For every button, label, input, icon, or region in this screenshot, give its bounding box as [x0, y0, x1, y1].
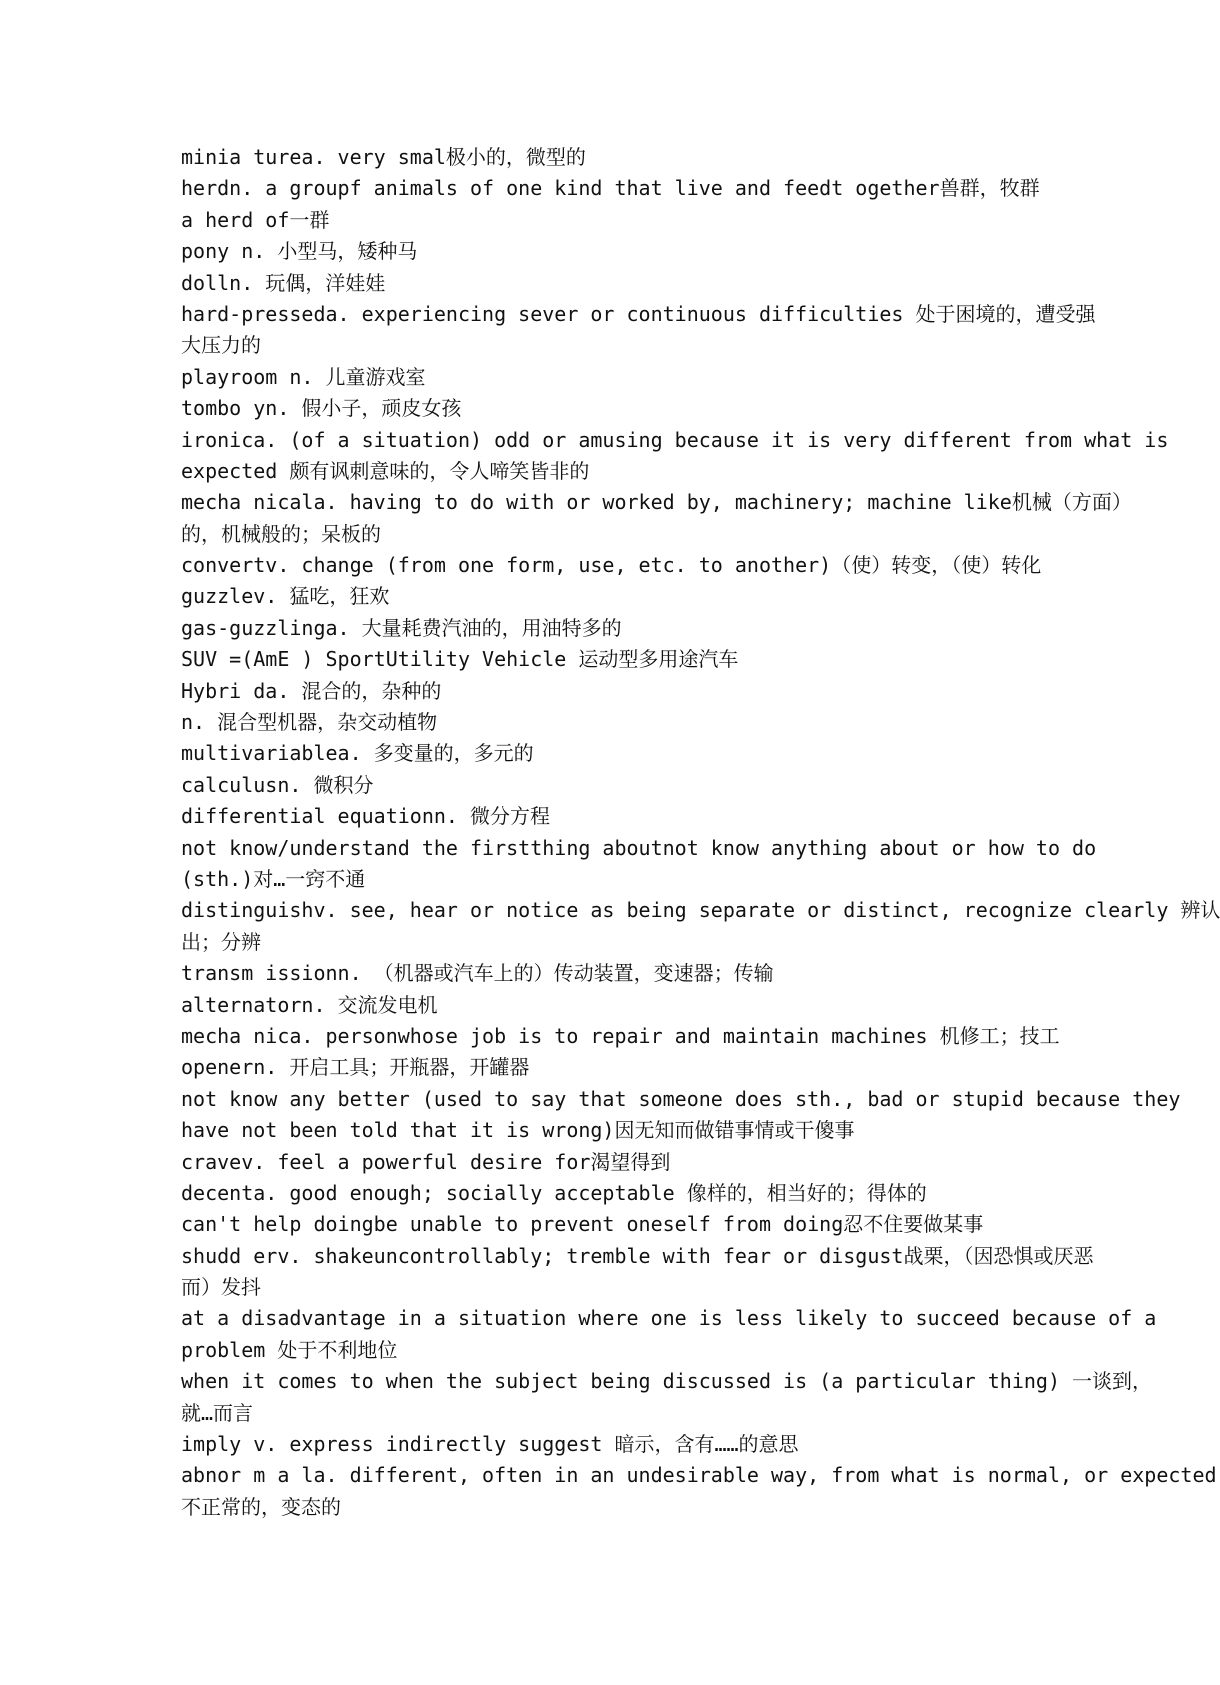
text-line: Hybri da. 混合的，杂种的 [181, 678, 442, 703]
text-line: problem 处于不利地位 [181, 1337, 398, 1362]
text-line: n. 混合型机器，杂交动植物 [181, 710, 438, 735]
text-line: openern. 开启工具；开瓶器，开罐器 [181, 1055, 530, 1080]
text-line: calculusn. 微积分 [181, 772, 374, 797]
text-line: ironica. (of a situation) odd or amusing because it is very different from what is [181, 427, 1169, 452]
text-line: transm issionn. （机器或汽车上的）传动装置，变速器；传输 [181, 961, 774, 986]
text-line: a herd of一群 [181, 207, 330, 232]
text-line: distinguishv. see, hear or notice as being separate or distinct, recognize clearly 辨认 [181, 898, 1220, 923]
text-line: can't help doingbe unable to prevent oneself from doing忍不住要做某事 [181, 1212, 984, 1237]
text-line: alternatorn. 交流发电机 [181, 992, 438, 1017]
text-line: decenta. good enough; socially acceptable 像样的，相当好的；得体的 [181, 1180, 927, 1205]
text-line: 不正常的，变态的 [181, 1494, 341, 1519]
text-line: when it comes to when the subject being discussed is (a particular thing) 一谈到， [181, 1369, 1153, 1394]
text-line: tombo yn. 假小子，顽皮女孩 [181, 396, 462, 421]
text-line: (sth.)对…一窍不通 [181, 866, 366, 891]
vocabulary-list [181, 142, 1220, 1523]
text-line: SUV =(AmE ) SportUtility Vehicle 运动型多用途汽车 [181, 647, 739, 672]
text-line: 就…而言 [181, 1400, 254, 1425]
text-line: 而）发抖 [181, 1275, 261, 1300]
text-line: hard-presseda. experiencing sever or continuous difficulties 处于困境的，遭受强 [181, 301, 1096, 326]
text-line: not know/understand the firstthing aboutnot know anything about or how to do [181, 835, 1097, 860]
text-line: minia turea. very smal极小的，微型的 [181, 145, 586, 169]
text-line: differential equationn. 微分方程 [181, 804, 550, 829]
text-line: gas-guzzlinga. 大量耗费汽油的，用油特多的 [181, 615, 622, 640]
text-line: shudd erv. shakeuncontrollably; tremble with fear or disgust战栗，（因恐惧或厌恶 [181, 1243, 1094, 1268]
text-line: dolln. 玩偶，洋娃娃 [181, 270, 386, 295]
text-line: pony n. 小型马，矮种马 [181, 239, 418, 264]
text-line: abnor m a la. different, often in an undesirable way, from what is normal, or expected [181, 1463, 1217, 1488]
text-line: at a disadvantage in a situation where one is less likely to succeed because of a [181, 1306, 1157, 1331]
text-line: playroom n. 儿童游戏室 [181, 364, 426, 389]
text-line: mecha nicala. having to do with or worked by, machinery; machine like机械（方面） [181, 490, 1132, 515]
text-line: 出；分辨 [181, 929, 261, 954]
text-line: mecha nica. personwhose job is to repair and maintain machines 机修工；技工 [181, 1023, 1060, 1048]
text-line: have not been told that it is wrong)因无知而做错事情或干傻事 [181, 1118, 855, 1143]
text-line: expected 颇有讽刺意味的，令人啼笑皆非的 [181, 458, 590, 483]
text-line: 大压力的 [181, 333, 261, 358]
text-line: imply v. express indirectly suggest 暗示，含有……的意思 [181, 1432, 799, 1457]
text-line: multivariablea. 多变量的，多元的 [181, 741, 534, 766]
text-line: herdn. a groupf animals of one kind that live and feedt ogether兽群，牧群 [181, 176, 1040, 201]
text-line: 的，机械般的；呆板的 [181, 521, 381, 546]
text-line: convertv. change (from one form, use, etc. to another)（使）转变，（使）转化 [181, 553, 1042, 578]
text-line: guzzlev. 猛吃，狂欢 [181, 584, 390, 609]
text-line: cravev. feel a powerful desire for渴望得到 [181, 1149, 671, 1174]
text-line: not know any better (used to say that someone does sth., bad or stupid because they [181, 1086, 1181, 1111]
